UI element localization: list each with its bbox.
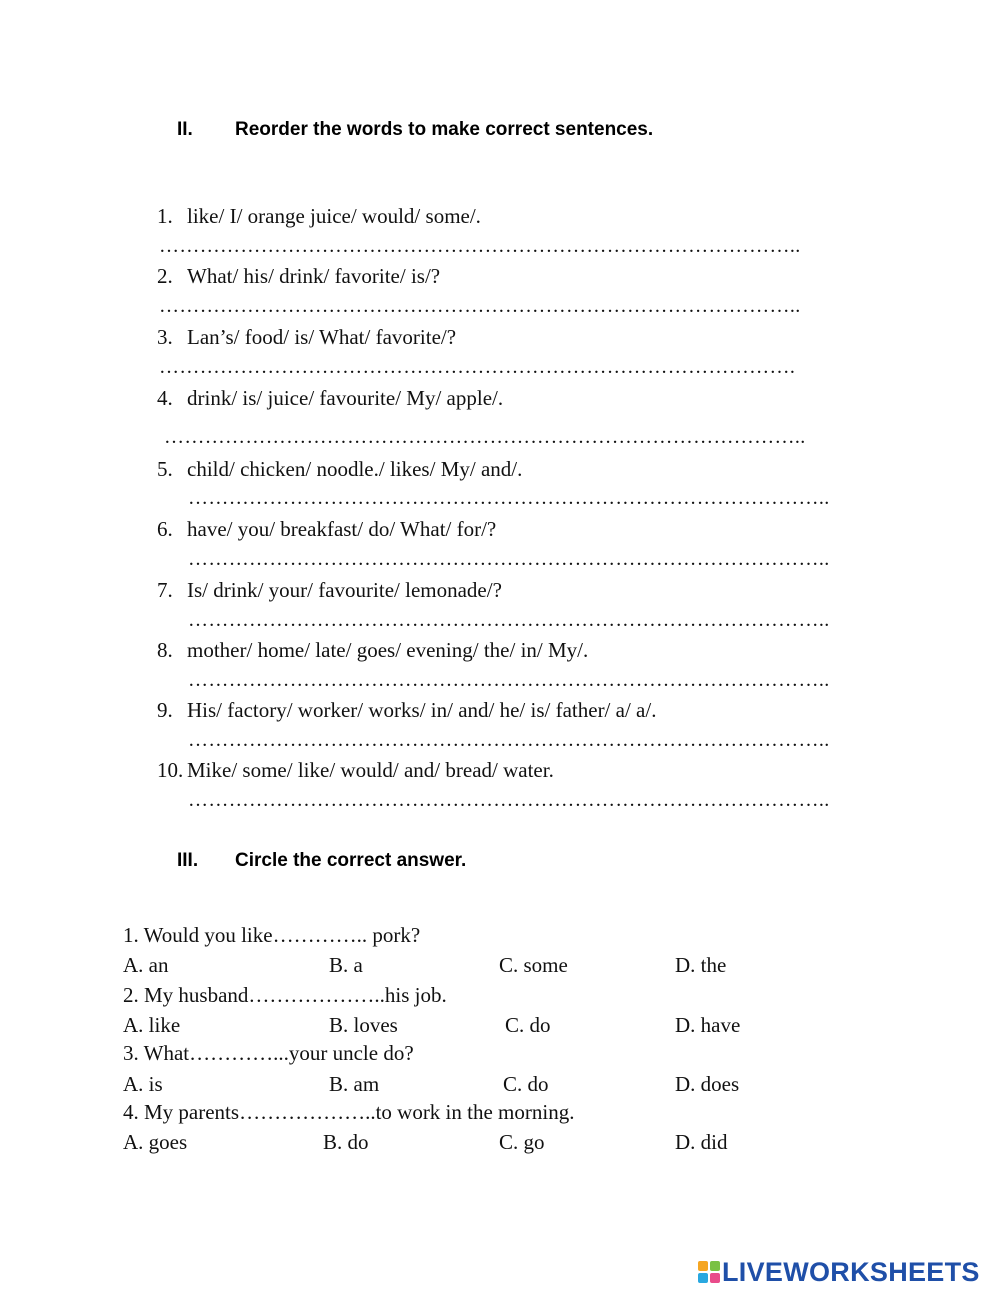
answer-line-2[interactable]: …………………………………………………………………………………..	[159, 295, 801, 317]
answer-line-9[interactable]: …………………………………………………………………………………..	[188, 729, 830, 751]
item-text: What/ his/ drink/ favorite/ is/?	[187, 264, 441, 288]
reorder-item-5	[157, 457, 522, 482]
section-2-title: Reorder the words to make correct sentences.	[235, 119, 654, 140]
item-number: 7.	[157, 578, 173, 602]
reorder-item-2	[157, 264, 440, 289]
item-number: 1.	[157, 204, 173, 228]
item-text: child/ chicken/ noodle./ likes/ My/ and/.	[187, 457, 523, 481]
item-text: mother/ home/ late/ goes/ evening/ the/ in/ My/.	[187, 638, 589, 662]
section-2-heading	[177, 119, 653, 141]
question-2: 2. My husband………………..his job.	[123, 983, 447, 1007]
reorder-item-4	[157, 386, 503, 411]
item-number: 5.	[157, 457, 173, 481]
logo-block	[698, 1261, 708, 1271]
answer-line-10[interactable]: …………………………………………………………………………………..	[188, 789, 830, 811]
logo-text: LIVEWORKSHEETS	[722, 1256, 980, 1287]
option-a[interactable]: A. goes	[123, 1130, 188, 1154]
item-number: 3.	[157, 325, 173, 349]
option-d[interactable]: D. the	[675, 953, 727, 977]
option-c[interactable]: C. some	[499, 953, 568, 977]
reorder-item-10	[157, 758, 554, 783]
option-d[interactable]: D. did	[675, 1130, 728, 1154]
option-c[interactable]: C. go	[499, 1130, 545, 1154]
section-3-numeral: III.	[177, 850, 199, 871]
option-a[interactable]: A. like	[123, 1013, 181, 1037]
option-c[interactable]: C. do	[505, 1013, 551, 1037]
item-text: His/ factory/ worker/ works/ in/ and/ he/ is/ father/ a/ a/.	[187, 698, 657, 722]
answer-line-3[interactable]: ………………………………………………………………………………….	[159, 356, 796, 378]
answer-line-8[interactable]: …………………………………………………………………………………..	[188, 669, 830, 691]
reorder-item-1	[157, 204, 481, 229]
item-text: like/ I/ orange juice/ would/ some/.	[187, 204, 481, 228]
item-number: 4.	[157, 386, 173, 410]
question-1: 1. Would you like………….. pork?	[123, 923, 421, 947]
item-number: 6.	[157, 517, 173, 541]
option-c[interactable]: C. do	[503, 1072, 549, 1096]
item-number: 9.	[157, 698, 173, 722]
reorder-item-9	[157, 698, 656, 723]
item-text: Lan’s/ food/ is/ What/ favorite/?	[187, 325, 457, 349]
answer-line-1[interactable]: …………………………………………………………………………………..	[159, 235, 801, 257]
item-text: drink/ is/ juice/ favourite/ My/ apple/.	[187, 386, 504, 410]
answer-line-7[interactable]: …………………………………………………………………………………..	[188, 609, 830, 631]
section-2-numeral: II.	[177, 119, 193, 140]
answer-line-5[interactable]: …………………………………………………………………………………..	[188, 487, 830, 509]
option-b[interactable]: B. am	[329, 1072, 380, 1096]
option-a[interactable]: A. an	[123, 953, 169, 977]
option-d[interactable]: D. have	[675, 1013, 741, 1037]
reorder-item-7	[157, 578, 502, 603]
logo-block	[698, 1273, 708, 1283]
logo-block	[710, 1261, 720, 1271]
item-number: 8.	[157, 638, 173, 662]
section-3-title: Circle the correct answer.	[235, 850, 467, 871]
item-text: have/ you/ breakfast/ do/ What/ for/?	[187, 517, 497, 541]
answer-line-6[interactable]: …………………………………………………………………………………..	[188, 548, 830, 570]
liveworksheets-logo	[698, 1256, 980, 1288]
option-d[interactable]: D. does	[675, 1072, 740, 1096]
option-b[interactable]: B. do	[323, 1130, 369, 1154]
reorder-item-6	[157, 517, 496, 542]
item-text: Mike/ some/ like/ would/ and/ bread/ water.	[187, 758, 554, 782]
option-b[interactable]: B. a	[329, 953, 363, 977]
section-3-heading	[177, 850, 466, 872]
item-number: 10.	[157, 758, 184, 782]
reorder-item-8	[157, 638, 588, 663]
question-4: 4. My parents………………..to work in the morning.	[123, 1100, 575, 1124]
item-number: 2.	[157, 264, 173, 288]
logo-blocks-icon	[698, 1261, 720, 1283]
item-text: Is/ drink/ your/ favourite/ lemonade/?	[187, 578, 502, 602]
question-3: 3. What…………...your uncle do?	[123, 1041, 414, 1065]
answer-line-4[interactable]: …………………………………………………………………………………..	[164, 426, 806, 448]
logo-block	[710, 1273, 720, 1283]
reorder-item-3	[157, 325, 456, 350]
option-a[interactable]: A. is	[123, 1072, 163, 1096]
option-b[interactable]: B. loves	[329, 1013, 398, 1037]
